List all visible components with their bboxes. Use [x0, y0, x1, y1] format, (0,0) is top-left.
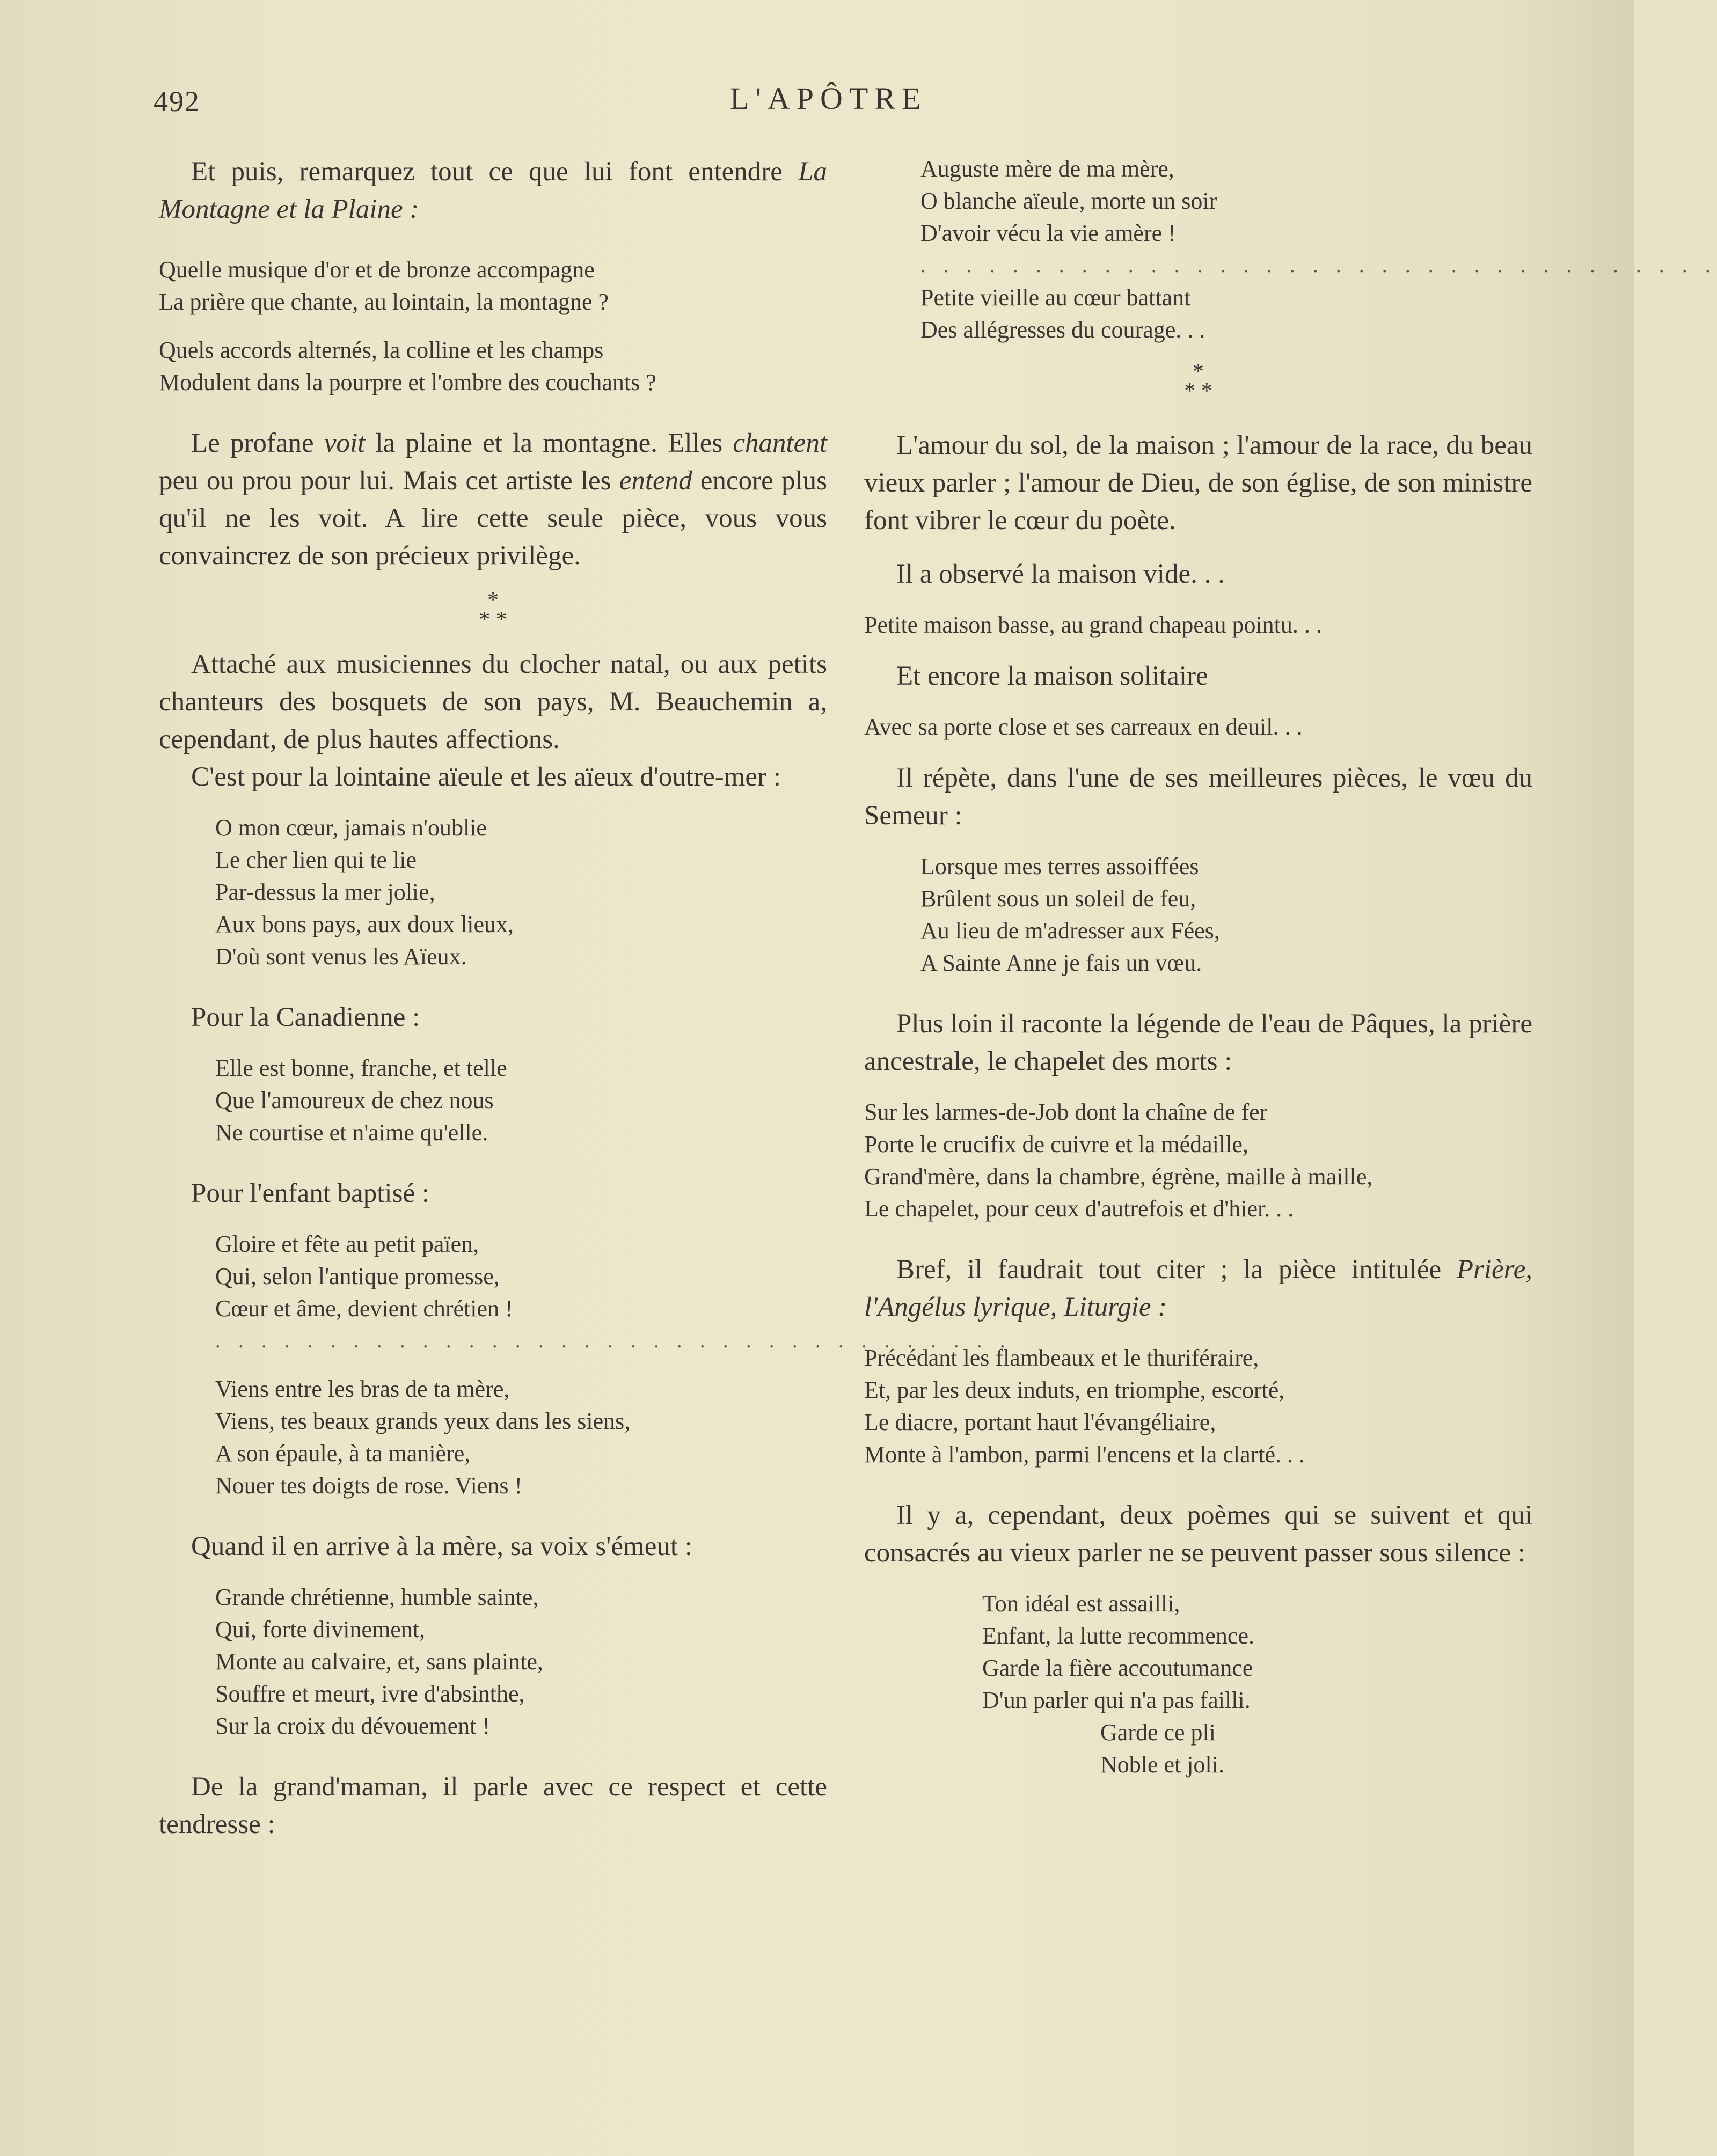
- paragraph: Le profane voit la plaine et la montagne. Elles chantent peu ou prou pour lui. Mais cet artiste les entend encore plus qu'il ne les voit. A lire cette seule pièce, vous vous convaincrez de son précieux privilège.: [159, 428, 827, 571]
- section-break-stars: * * *: [1184, 360, 1212, 404]
- verse-quote: Auguste mère de ma mère, O blanche aïeule, morte un soir D'avoir vécu la vie amère !: [920, 156, 1217, 246]
- ellipsis-line: . . . . . . . . . . . . . . . . . . . . . . . . . . . . . . . . . . .: [920, 254, 1717, 277]
- ellipsis-line: . . . . . . . . . . . . . . . . . . . . . . . . . . . . . . . . . . .: [215, 1330, 1012, 1352]
- verse-quote: Grande chrétienne, humble sainte, Qui, forte divinement, Monte au calvaire, et, sans plainte, Souffre et meurt, ivre d'absinthe, Sur la croix du dévouement !: [215, 1584, 543, 1739]
- page-number: 492: [154, 85, 200, 118]
- paragraph: L'amour du sol, de la maison ; l'amour de la race, du beau vieux parler ; l'amour de Dieu, de son église, de son ministre font vibrer le cœur du poète.: [864, 430, 1532, 536]
- paragraph: Et puis, remarquez tout ce que lui font entendre La Montagne et la Plaine :: [159, 157, 827, 224]
- verse-quote: Elle est bonne, franche, et telle Que l'amoureux de chez nous Ne courtise et n'aime qu'elle.: [215, 1055, 507, 1146]
- verse-quote: Quelle musique d'or et de bronze accompagne La prière que chante, au lointain, la montagne ?: [159, 256, 609, 315]
- verse-quote: Précédant les flambeaux et le thuriféraire, Et, par les deux induts, en triomphe, escorté, Le diacre, portant haut l'évangéliaire, Monte à l'ambon, parmi l'encens et la clarté. . .: [864, 1345, 1305, 1468]
- paragraph: Pour la Canadienne :: [191, 1002, 420, 1032]
- paragraph: Bref, il faudrait tout citer ; la pièce intitulée Prière, l'Angélus lyrique, Liturgie :: [864, 1255, 1532, 1322]
- verse-quote: Quels accords alternés, la colline et les champs Modulent dans la pourpre et l'ombre des couchants ?: [159, 337, 656, 395]
- verse-quote: Petite vieille au cœur battant Des allégresses du courage. . .: [920, 284, 1205, 343]
- paragraph: Et encore la maison solitaire: [896, 661, 1208, 691]
- paragraph: Il répète, dans l'une de ses meilleures pièces, le vœu du Semeur :: [864, 763, 1532, 831]
- left-column: [159, 153, 1012, 1843]
- paragraph: De la grand'maman, il parle avec ce respect et cette tendresse :: [159, 1772, 827, 1839]
- paragraph: Il y a, cependant, deux poèmes qui se suivent et qui consacrés au vieux parler ne se peuvent passer sous silence :: [864, 1500, 1532, 1568]
- right-column: [864, 153, 1717, 1781]
- verse-quote: Gloire et fête au petit païen, Qui, selon l'antique promesse, Cœur et âme, devient chrétien !: [215, 1231, 513, 1322]
- verse-quote: Sur les larmes-de-Job dont la chaîne de fer Porte le crucifix de cuivre et la médaille, Grand'mère, dans la chambre, égrène, maille à maille, Le chapelet, pour ceux d'autrefois et d'hier. . .: [864, 1099, 1373, 1222]
- verse-quote: Viens entre les bras de ta mère, Viens, tes beaux grands yeux dans les siens, A son épaule, à ta manière, Nouer tes doigts de rose. Viens !: [215, 1376, 631, 1499]
- paragraph: Quand il en arrive à la mère, sa voix s'émeut :: [191, 1531, 692, 1561]
- paragraph: Pour l'enfant baptisé :: [191, 1178, 430, 1208]
- paragraph: Plus loin il raconte la légende de l'eau de Pâques, la prière ancestrale, le chapelet des morts :: [864, 1009, 1532, 1076]
- page-header: [0, 75, 1634, 129]
- paragraph: Attaché aux musiciennes du clocher natal, ou aux petits chanteurs des bosquets de son pays, M. Beauchemin a, cependant, de plus hautes affections.: [159, 649, 827, 754]
- verse-quote: Petite maison basse, au grand chapeau pointu. . .: [864, 612, 1322, 638]
- verse-quote: Avec sa porte close et ses carreaux en deuil. . .: [864, 714, 1303, 740]
- section-break-stars: * * *: [479, 588, 507, 632]
- paragraph: Il a observé la maison vide. . .: [896, 559, 1225, 589]
- verse-quote: O mon cœur, jamais n'oublie Le cher lien qui te lie Par-dessus la mer jolie, Aux bons pays, aux doux lieux, D'où sont venus les Aïeux.: [215, 815, 514, 970]
- verse-quote: Lorsque mes terres assoiffées Brûlent sous un soleil de feu, Au lieu de m'adresser aux Fées, A Sainte Anne je fais un vœu.: [920, 853, 1220, 976]
- running-title: L'APÔTRE: [730, 81, 927, 116]
- verse-quote: Ton idéal est assailli, Enfant, la lutte recommence. Garde la fière accoutumance D'un parler qui n'a pas failli. Garde ce pli Noble et joli.: [982, 1590, 1254, 1778]
- paragraph: C'est pour la lointaine aïeule et les aïeux d'outre-mer :: [191, 762, 781, 792]
